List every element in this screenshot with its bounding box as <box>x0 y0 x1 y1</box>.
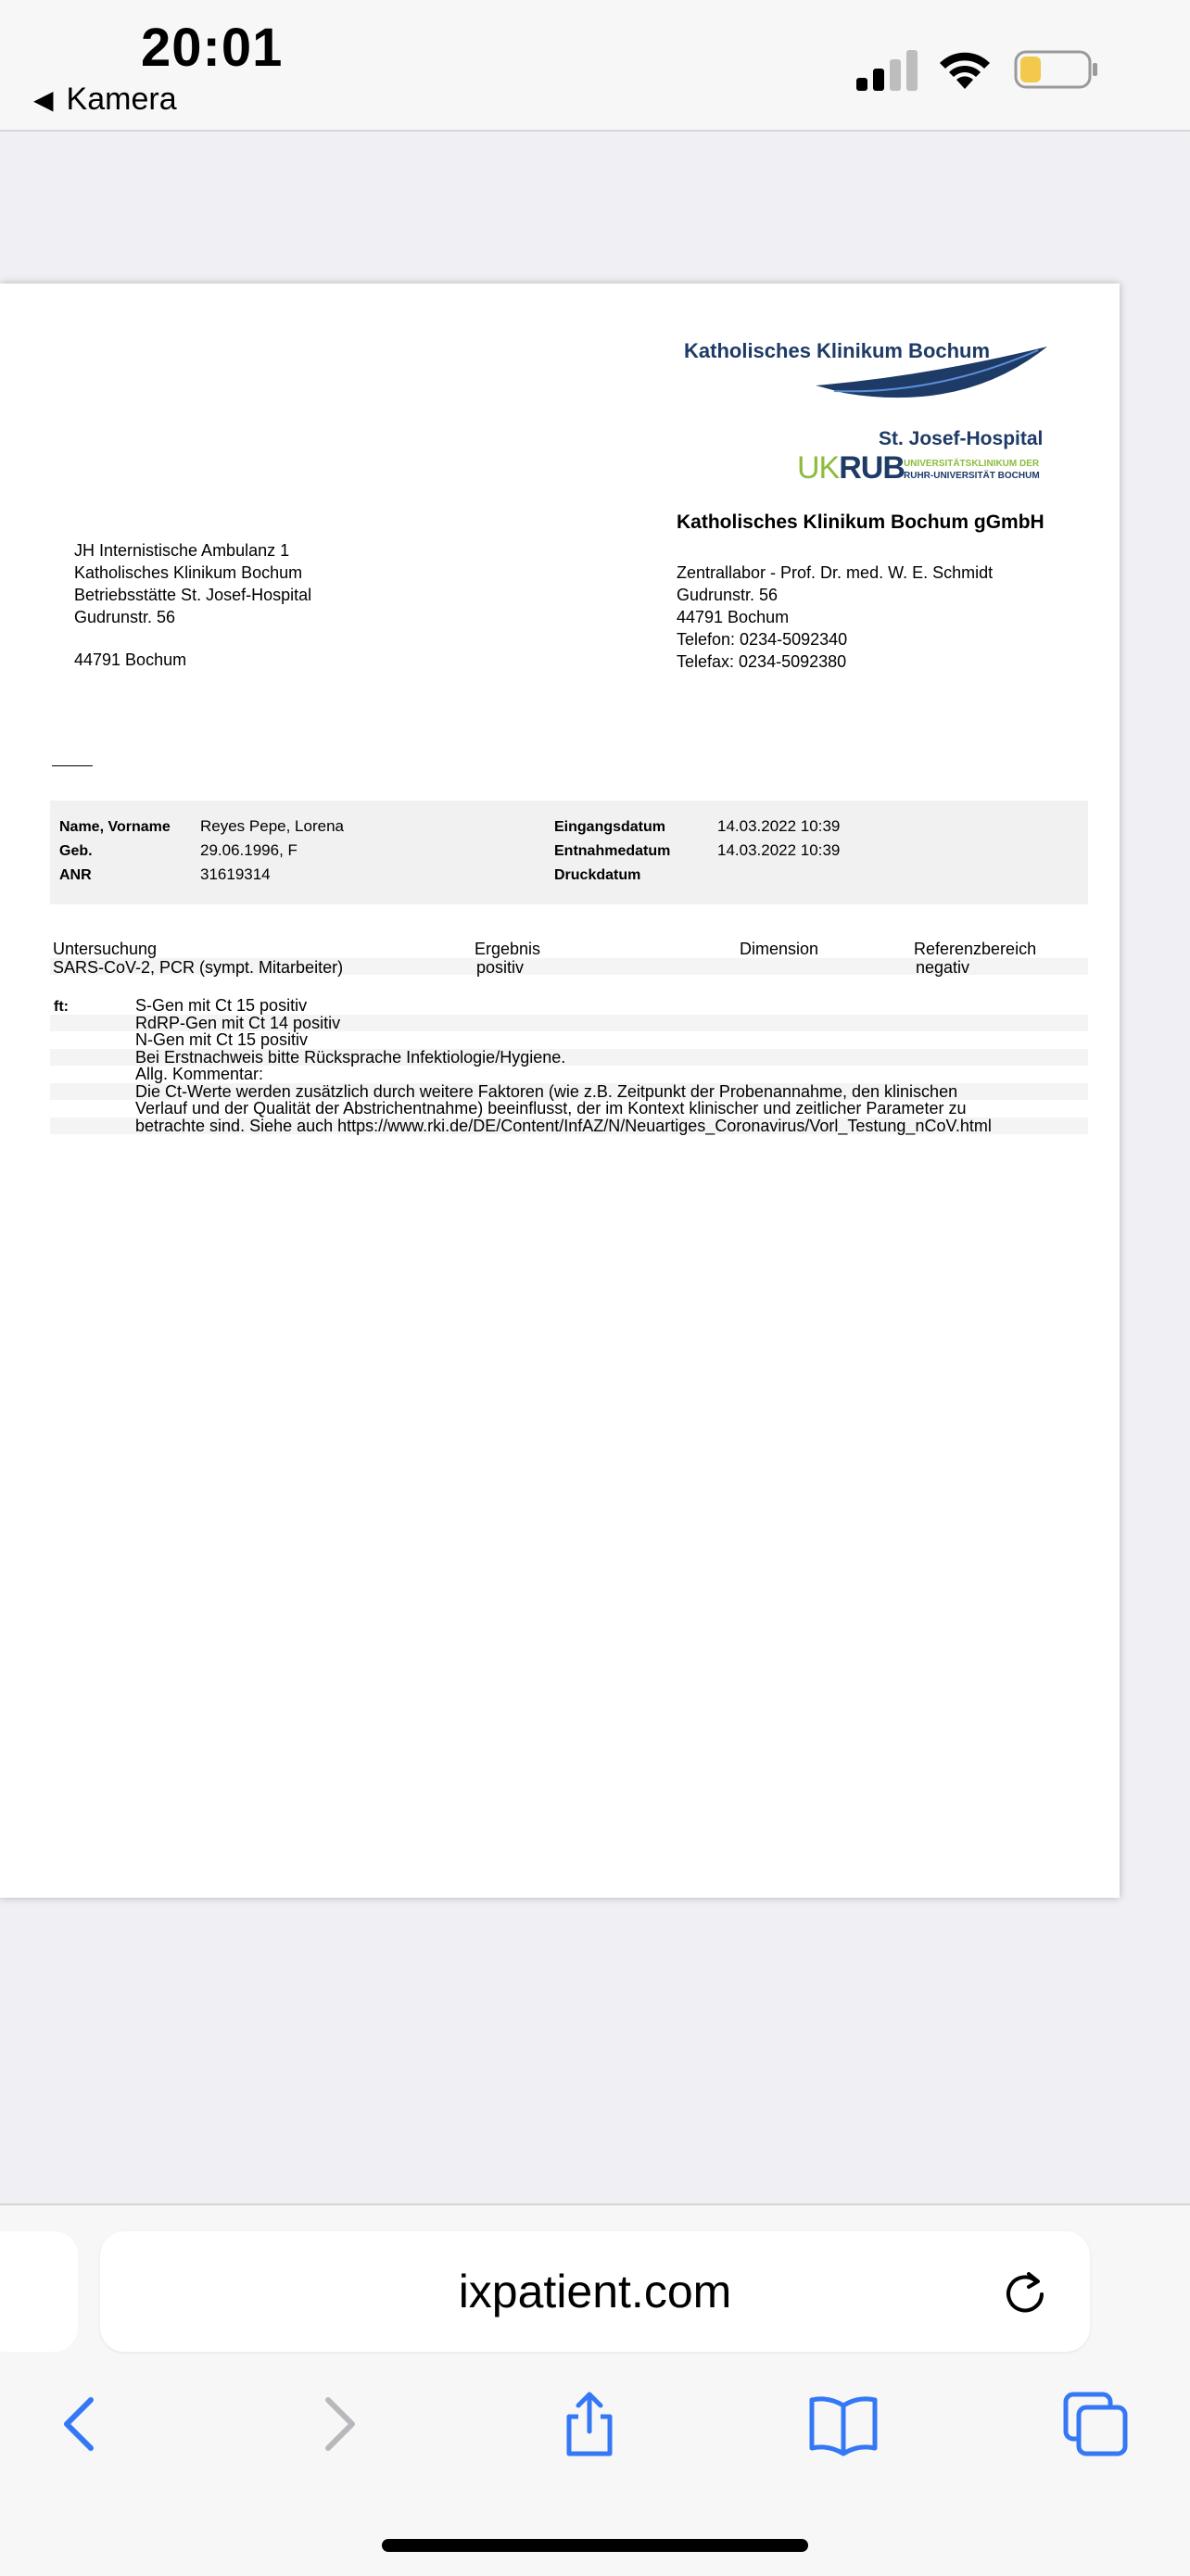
share-icon[interactable] <box>552 2387 627 2461</box>
browser-toolbar <box>0 2203 1190 2576</box>
col-result: Ergebnis <box>475 940 541 958</box>
list-item: S-Gen mit Ct 15 positiv <box>135 996 308 1015</box>
col-test: Untersuchung <box>53 940 158 958</box>
birth-value: 29.06.1996, F <box>200 841 298 859</box>
sender-address: Zentrallabor - Prof. Dr. med. W. E. Schmidt Gudrunstr. 56 44791 Bochum Telefon: 0234-5092340 Telefax: 0234-5092380 <box>677 563 994 671</box>
list-item: betrachte sind. Siehe auch https://www.rki.de/DE/Content/InfAZ/N/Neuartiges_Coronavirus/Vorl_Testung_nCoV.html <box>50 1118 1088 1135</box>
name-label: Name, Vorname <box>59 819 171 835</box>
tabs-icon[interactable] <box>1058 2387 1133 2461</box>
wifi-icon <box>936 48 994 91</box>
ukrub-logo-subtitle: UNIVERSITÄTSKLINIKUM DER RUHR-UNIVERSITÄT BOCHUM <box>904 459 1040 481</box>
status-bar <box>0 0 1190 132</box>
list-item: RdRP-Gen mit Ct 14 positiv <box>50 1015 1088 1032</box>
lab-report-page <box>0 284 1120 1898</box>
clinic-logo-swoosh-icon <box>816 339 1047 404</box>
bookmarks-icon[interactable] <box>806 2387 880 2461</box>
separator-line <box>52 765 93 766</box>
back-icon[interactable] <box>43 2387 117 2461</box>
list-item: N-Gen mit Ct 15 positiv <box>135 1030 309 1049</box>
received-label: Eingangsdatum <box>554 819 666 835</box>
back-to-app-button[interactable] <box>33 82 177 118</box>
list-item: Allg. Kommentar: <box>135 1065 264 1083</box>
ukrub-logo: UKRUB <box>797 450 905 486</box>
anr-label: ANR <box>59 867 92 883</box>
test-reference: negativ <box>916 958 970 977</box>
findings-block <box>50 997 1088 1134</box>
reload-icon[interactable] <box>999 2267 1055 2322</box>
birth-label: Geb. <box>59 843 93 859</box>
name-value: Reyes Pepe, Lorena <box>200 817 344 835</box>
test-name: SARS-CoV-2, PCR (sympt. Mitarbeiter) <box>53 958 344 977</box>
previous-tab-preview[interactable] <box>0 2231 78 2352</box>
anr-value: 31619314 <box>200 865 271 883</box>
col-reference: Referenzbereich <box>914 940 1037 958</box>
recipient-address: JH Internistische Ambulanz 1 Katholisches Klinikum Bochum Betriebsstätte St. Josef-Hospital Gudrunstr. 56 44791 Bochum <box>74 541 312 669</box>
sampled-value: 14.03.2022 10:39 <box>717 841 841 859</box>
col-dimension: Dimension <box>740 940 819 958</box>
url-text: ixpatient.com <box>458 2266 732 2317</box>
logo-clinic-name: Katholisches Klinikum Bochum <box>684 339 991 362</box>
print-date-label: Druckdatum <box>554 867 641 883</box>
table-row <box>50 958 1088 975</box>
received-value: 14.03.2022 10:39 <box>717 817 841 835</box>
status-time: 20:01 <box>141 18 284 78</box>
back-triangle-icon: ◀ <box>33 85 54 114</box>
address-bar[interactable] <box>100 2231 1090 2352</box>
list-item: Bei Erstnachweis bitte Rücksprache Infektiologie/Hygiene. <box>50 1049 1088 1067</box>
battery-icon <box>1014 50 1099 89</box>
findings-label: ft: <box>54 999 69 1015</box>
back-app-label: Kamera <box>66 82 177 117</box>
sender-name: Katholisches Klinikum Bochum gGmbH <box>677 511 1044 533</box>
patient-info-box <box>50 801 1088 904</box>
sampled-label: Entnahmedatum <box>554 843 671 859</box>
list-item: Die Ct-Werte werden zusätzlich durch weitere Faktoren (wie z.B. Zeitpunkt der Probenannahme, den klinischen <box>50 1083 1088 1101</box>
logo-hospital-name: St. Josef-Hospital <box>879 428 1044 449</box>
test-result: positiv <box>476 958 525 977</box>
cellular-signal-icon <box>855 48 919 93</box>
list-item: Verlauf und der Qualität der Abstrichentnahme) beeinflusst, der im Kontext klinischer und zeitlicher Parameter zu <box>135 1099 967 1118</box>
forward-icon[interactable] <box>302 2387 376 2461</box>
home-indicator[interactable] <box>382 2539 808 2552</box>
